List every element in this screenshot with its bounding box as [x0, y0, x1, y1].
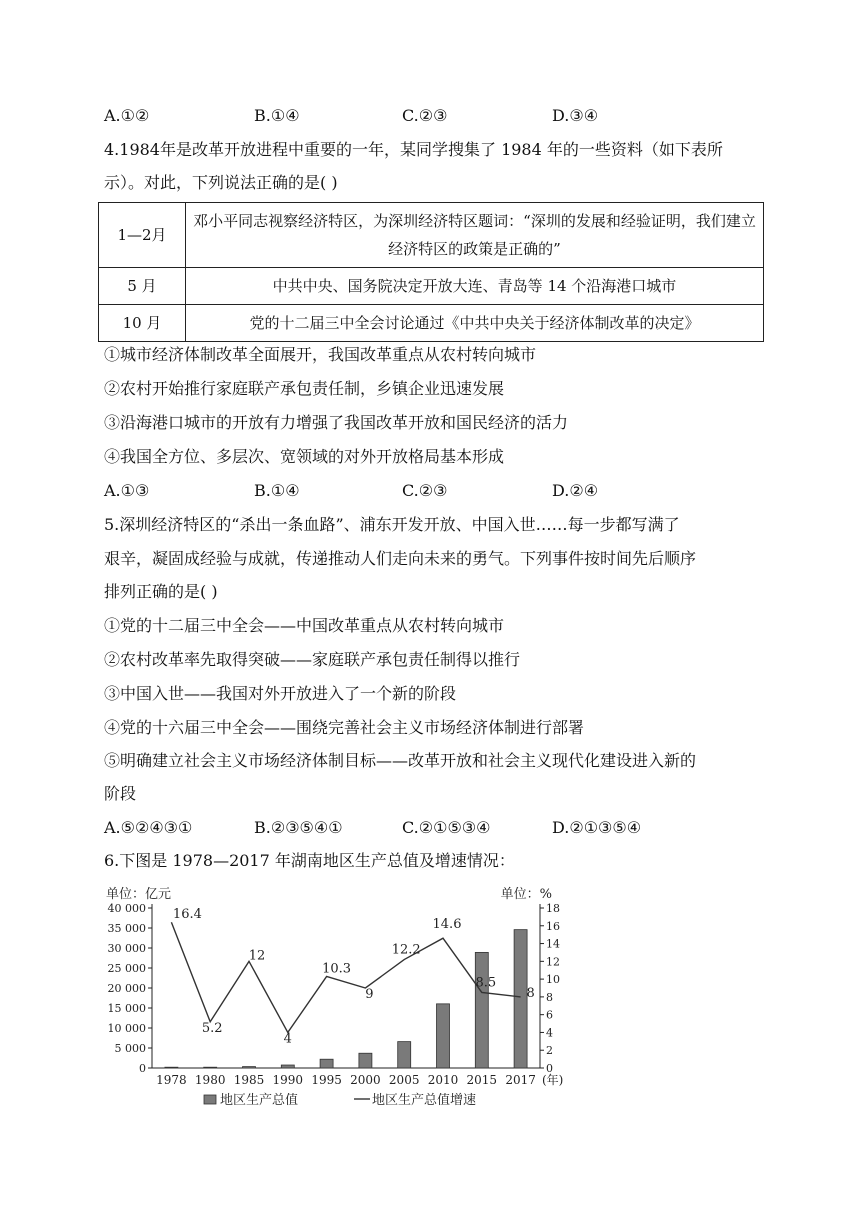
right-tick-label: 0 — [546, 1062, 553, 1075]
x-tick-label: 1990 — [272, 1073, 304, 1087]
gdp-chart — [100, 880, 580, 1115]
right-tick-label: 2 — [546, 1044, 553, 1058]
table-row — [99, 203, 764, 268]
q4-option-a: A.①③ — [104, 481, 150, 500]
q4-item-1: ①城市经济体制改革全面展开，我国改革重点从农村转向城市 — [104, 345, 537, 364]
x-tick-label: 1985 — [233, 1073, 265, 1087]
q4-info-table — [98, 202, 764, 342]
gdp-bar — [514, 930, 527, 1068]
x-tick-label: 2010 — [427, 1073, 459, 1087]
right-tick-label: 8 — [546, 990, 553, 1004]
gdp-bar — [475, 952, 488, 1068]
q4-item-2: ②农村开始推行家庭联产承包责任制，乡镇企业迅速发展 — [104, 379, 505, 398]
q4-item-4: ④我国全方位、多层次、宽领域的对外开放格局基本形成 — [104, 447, 505, 466]
q5-stem-line-1: 5.深圳经济特区的“杀出一条血路”、浦东开发开放、中国入世……每一步都写满了 — [104, 515, 680, 534]
x-tick-label: 2015 — [466, 1073, 498, 1087]
left-tick-label: 35 000 — [107, 922, 146, 935]
q5-option-a: A.⑤②④③① — [104, 818, 193, 837]
q3-option-d: D.③④ — [552, 106, 599, 125]
growth-rate-data-label: 16.4 — [172, 907, 202, 923]
gdp-bar — [437, 1004, 450, 1068]
gdp-bar — [204, 1067, 217, 1068]
growth-rate-data-label: 14.6 — [432, 917, 462, 933]
q4-option-c: C.②③ — [402, 481, 448, 500]
x-tick-label: 2005 — [388, 1073, 420, 1087]
q3-option-a: A.①② — [104, 106, 150, 125]
left-tick-label: 5 000 — [114, 1042, 146, 1055]
right-tick-label: 6 — [546, 1008, 553, 1022]
table-cell-month: 10 月 — [99, 305, 186, 342]
table-row — [99, 268, 764, 305]
q5-item-3: ③中国入世——我国对外开放进入了一个新的阶段 — [104, 684, 457, 703]
right-tick-label: 12 — [546, 955, 560, 969]
x-tick-label: 2017 — [505, 1073, 536, 1087]
x-tick-label: 1980 — [194, 1073, 226, 1087]
right-tick-label: 14 — [546, 937, 560, 951]
gdp-bar — [243, 1067, 256, 1068]
x-tick-label: 1978 — [156, 1073, 187, 1087]
left-tick-label: 15 000 — [107, 1002, 146, 1015]
growth-rate-data-label: 8 — [526, 985, 535, 1001]
q5-item-5-continued: 阶段 — [104, 784, 137, 803]
q5-item-5: ⑤明确建立社会主义市场经济体制目标——改革开放和社会主义现代化建设进入新的 — [104, 751, 697, 770]
growth-rate-data-label: 10.3 — [322, 961, 352, 977]
q4-item-3: ③沿海港口城市的开放有力增强了我国改革开放和国民经济的活力 — [104, 413, 569, 432]
growth-rate-data-label: 12 — [248, 948, 266, 964]
q3-option-c: C.②③ — [402, 106, 448, 125]
right-tick-label: 16 — [546, 919, 560, 933]
q5-item-4: ④党的十六届三中全会——围绕完善社会主义市场经济体制进行部署 — [104, 718, 585, 737]
x-tick-label: 1995 — [311, 1073, 342, 1087]
legend-line-label: 地区生产总值增速 — [372, 1093, 477, 1108]
x-axis-unit-label: (年) — [542, 1073, 564, 1087]
table-cell-month: 5 月 — [99, 268, 186, 305]
left-tick-label: 25 000 — [107, 962, 146, 975]
table-cell-month: 1—2月 — [99, 203, 186, 268]
table-cell-event: 党的十二届三中全会讨论通过《中共中央关于经济体制改革的决定》 — [186, 305, 764, 342]
q5-option-c: C.②①⑤③④ — [402, 818, 491, 837]
legend-bar-swatch — [204, 1095, 216, 1104]
right-tick-label: 4 — [546, 1026, 553, 1040]
q5-stem-line-3: 排列正确的是( ) — [104, 582, 218, 601]
q5-item-1: ①党的十二届三中全会——中国改革重点从农村转向城市 — [104, 616, 505, 635]
gdp-bar — [281, 1065, 294, 1068]
left-tick-label: 30 000 — [107, 942, 146, 955]
q5-option-b: B.②③⑤④① — [254, 818, 343, 837]
right-tick-label: 18 — [546, 902, 560, 915]
growth-rate-data-label: 12.2 — [391, 942, 421, 958]
q4-stem-line-1: 4.1984年是改革开放进程中重要的一年，某同学搜集了 1984 年的一些资料（如下表所 — [104, 140, 723, 159]
gdp-bar — [359, 1053, 372, 1068]
left-tick-label: 10 000 — [107, 1022, 146, 1035]
q4-option-b: B.①④ — [254, 481, 300, 500]
left-tick-label: 0 — [139, 1062, 146, 1075]
growth-rate-data-label: 5.2 — [201, 1020, 223, 1036]
gdp-bar — [320, 1059, 333, 1068]
q5-item-2: ②农村改革率先取得突破——家庭联产承包责任制得以推行 — [104, 650, 521, 669]
growth-rate-data-label: 4 — [283, 1031, 292, 1047]
q6-stem: 6.下图是 1978—2017 年湖南地区生产总值及增速情况： — [104, 851, 515, 870]
growth-rate-line — [171, 922, 520, 1032]
growth-rate-data-label: 9 — [365, 987, 374, 1002]
table-cell-event: 邓小平同志视察经济特区，为深圳经济特区题词：“深圳的发展和经验证明，我们建立经济特区的政策是正确的” — [186, 203, 764, 268]
q3-option-b: B.①④ — [254, 106, 300, 125]
left-tick-label: 40 000 — [107, 902, 146, 915]
left-axis-unit-label: 单位：亿元 — [106, 887, 172, 902]
legend-bar-label: 地区生产总值 — [220, 1093, 299, 1108]
right-axis-unit-label: 单位：% — [500, 887, 552, 902]
q5-stem-line-2: 艰辛，凝固成经验与成就，传递推动人们走向未来的勇气。下列事件按时间先后顺序 — [104, 549, 697, 568]
q5-option-d: D.②①③⑤④ — [552, 818, 642, 837]
right-tick-label: 10 — [546, 973, 560, 987]
x-tick-label: 2000 — [350, 1073, 381, 1087]
left-tick-label: 20 000 — [107, 982, 146, 995]
q4-stem-line-2: 示）。对此，下列说法正确的是( ) — [104, 173, 338, 192]
q4-option-d: D.②④ — [552, 481, 599, 500]
table-row — [99, 305, 764, 342]
gdp-bar — [165, 1067, 178, 1068]
growth-rate-data-label: 8.5 — [475, 975, 497, 991]
table-cell-event: 中共中央、国务院决定开放大连、青岛等 14 个沿海港口城市 — [186, 268, 764, 305]
gdp-bar — [398, 1042, 411, 1068]
